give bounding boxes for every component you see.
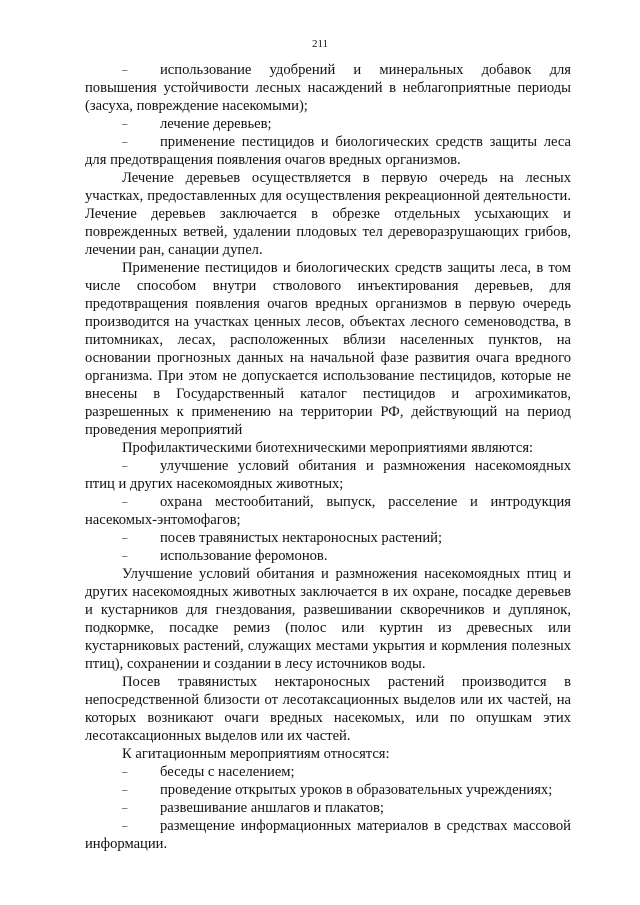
document-body — [85, 61, 571, 853]
paragraph: Профилактическими биотехническими мероприятиями являются: — [122, 440, 534, 456]
list-item-text: использование феромонов. — [160, 548, 328, 564]
dash-marker: – — [122, 784, 128, 796]
list-item — [85, 61, 571, 115]
list-item — [85, 781, 571, 799]
dash-marker: – — [122, 136, 128, 148]
list-item-text: лечение деревьев; — [160, 116, 272, 132]
paragraph: Применение пестицидов и биологических средств защиты леса, в том числе способом внутри стволового инъектирования деревьев, для предотвращения появления очагов вредных организмов в первую очередь производится на участках ценных лесов, объектах лесного семеноводства, в питомниках, лесах, расположенных вблизи населенных пунктов, на основании прогнозных данных на начальной фазе развития очага вредного организма. При этом не допускается использование пестицидов, которые не внесены в Государственный каталог пестицидов и агрохимикатов, разрешенных к применению на территории РФ, действующий на период проведения мероприятий — [85, 260, 571, 438]
list-item-text: охрана местообитаний, выпуск, расселение и интродукция насекомых-энтомофагов; — [85, 494, 571, 528]
list-item — [85, 133, 571, 169]
dash-marker: – — [122, 64, 128, 76]
list-item-text: беседы с населением; — [160, 764, 295, 780]
list-item-text: проведение открытых уроков в образовательных учреждениях; — [160, 782, 553, 798]
list-item-text: использование удобрений и минеральных добавок для повышения устойчивости лесных насаждений в неблагоприятные периоды (засуха, повреждение насекомыми); — [85, 62, 571, 114]
dash-marker: – — [122, 118, 128, 130]
dash-marker: – — [122, 802, 128, 814]
list-item — [85, 817, 571, 853]
dash-marker: – — [122, 550, 128, 562]
paragraph: Лечение деревьев осуществляется в первую очередь на лесных участках, предоставленных для осуществления рекреационной деятельности. Лечение деревьев заключается в обрезке отдельных усыхающих и поврежденных ветвей, удалении плодовых тел дереворазрушающих грибов, лечении ран, санации дупел. — [85, 170, 571, 258]
page-number: 211 — [311, 38, 329, 50]
dash-marker: – — [122, 820, 128, 832]
list-item — [85, 457, 571, 493]
list-item — [85, 115, 571, 133]
list-item-text: размещение информационных материалов в средствах массовой информации. — [85, 818, 571, 852]
dash-marker: – — [122, 460, 128, 472]
dash-marker: – — [122, 532, 128, 544]
list-item — [85, 493, 571, 529]
list-item-text: применение пестицидов и биологических средств защиты леса для предотвращения появления очагов вредных организмов. — [85, 134, 571, 168]
list-item — [85, 799, 571, 817]
list-item — [85, 763, 571, 781]
list-item — [85, 529, 571, 547]
paragraph: Посев травянистых нектароносных растений производится в непосредственной близости от лесотаксационных выделов или их частей, на которых возникают очаги вредных насекомых, или по опушкам этих лесотаксационных выделов или их частей. — [85, 674, 571, 744]
list-item-text: улучшение условий обитания и размножения насекомоядных птиц и других насекомоядных животных; — [85, 458, 571, 492]
list-item — [85, 547, 571, 565]
paragraph: К агитационным мероприятиям относятся: — [122, 746, 390, 762]
dash-marker: – — [122, 496, 128, 508]
paragraph: Улучшение условий обитания и размножения насекомоядных птиц и других насекомоядных животных заключается в их охране, посадке деревьев и кустарников для гнездования, развешивании скворечников и дуплянок, подкормке, посадке ремиз (полос или куртин из древесных или кустарниковых растений, служащих местами укрытия и кормления полезных птиц), сохранении и создании в лесу источников воды. — [85, 566, 571, 672]
list-item-text: развешивание аншлагов и плакатов; — [160, 800, 384, 816]
list-item-text: посев травянистых нектароносных растений; — [160, 530, 443, 546]
dash-marker: – — [122, 766, 128, 778]
